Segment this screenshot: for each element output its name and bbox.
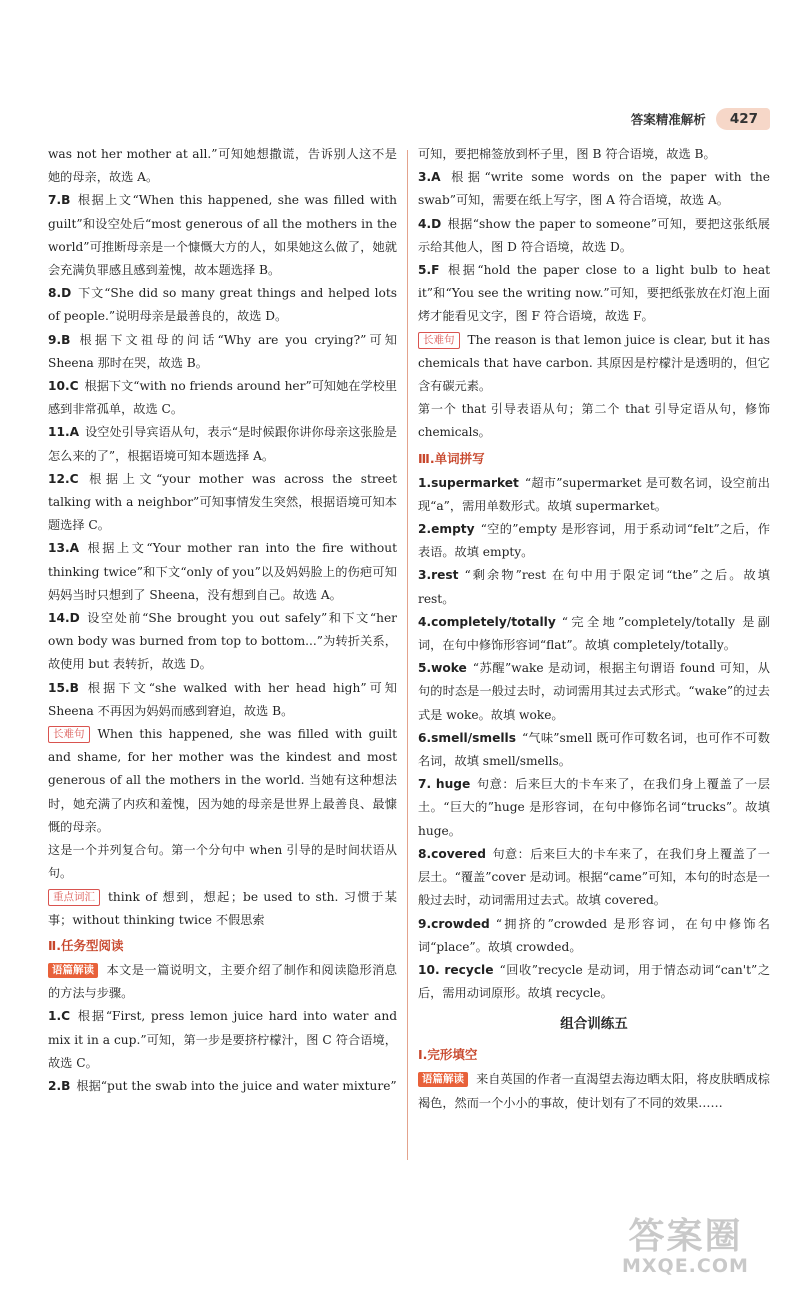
answer-explanation: 根据下文“she walked with her head high”可知 Sheena 不再因为妈妈而感到窘迫，故选 B。 [48,680,397,718]
paragraph-text: 可知，要把棉签放到杯子里，图 B 符合语境，故选 B。 [418,147,716,161]
tagged-note [48,886,397,932]
answer-item [418,959,770,1005]
answer-item [48,607,397,677]
note-text: The reason is that lemon juice is clear, but it has chemicals that have carbon. 其原因是柠檬汁是透明的，但它含有碳元素。 [418,332,770,394]
answer-number: 14.D [48,611,80,626]
answer-item [48,677,397,723]
answer-explanation: “气味”smell 既可作可数名词，也可作不可数名词，故填 smell/smells。 [418,730,770,769]
answer-explanation: 根据“First, press lemon juice hard into water and mix it in a cup.”可知，第一步是要挤柠檬汁，图 C 符合语境，故选 C。 [48,1009,397,1070]
answer-explanation: 句意：后来巨大的卡车来了，在我们身上覆盖了一层土。“巨大的”huge 是形容词，在句中修饰名词“trucks”。故填 huge。 [418,777,770,838]
answer-explanation: 句意：后来巨大的卡车来了，在我们身上覆盖了一层土。“覆盖”cover 是动词。根据“came”可知，本句的时态是一般过去时，动词需用过去式。故填 covered。 [418,846,770,908]
answer-item [48,1005,397,1075]
answer-explanation: 根据“hold the paper close to a light bulb to heat it”和“You see the writing now.”可知，要把纸张放在灯泡上面烤才能看见文字，图 F 符合语境，故选 F。 [418,263,770,324]
group-title [418,1009,770,1039]
grammar-note-text: 这是一个并列复合句。第一个分句中 when 引导的是时间状语从句。 [48,843,397,881]
answer-number: 9.B [48,332,71,347]
note-text: think of 想到，想起；be used to sth. 习惯于某事；without thinking twice 不假思索 [48,889,397,927]
tagged-note [418,329,770,399]
column-divider [407,150,408,1160]
tagged-note [48,959,397,1005]
note-text: 来自英国的作者一直渴望去海边晒太阳，将皮肤晒成棕褐色，然而一个小小的事故，使计划有了不同的效果…… [418,1072,770,1110]
answer-item [418,518,770,564]
note-text: 本文是一篇说明文，主要介绍了制作和阅读隐形消息的方法与步骤。 [48,962,397,1001]
answer-number: 4.completely/totally [418,614,556,629]
note-tag: 长难句 [48,726,90,743]
tagged-note [48,723,397,839]
answer-explanation: 根据“write some words on the paper with the swab”可知，需要在纸上写字，图 A 符合语境，故选 A。 [418,170,770,208]
answer-number: 9.crowded [418,916,490,931]
answer-item [48,282,397,328]
page-header [631,108,770,130]
answer-number: 5.F [418,263,440,278]
note-text: When this happened, she was filled with guilt and shame, for her mother was the kindest and most generous of all the mothers in the world. 当她有这种想法时，她充满了内疚和羞愧，因为她的母亲是世界上最善良、最慷慨的母亲。 [48,727,397,834]
answer-number: 15.B [48,680,79,695]
answer-number: 1.C [48,1009,71,1024]
paragraph [48,143,397,189]
answer-explanation: 设空处引导宾语从句，表示“是时候跟你讲你母亲这张脸是怎么来的了”，根据语境可知本题选择 A。 [48,425,397,463]
answer-explanation: “回收”recycle 是动词，用于情态动词“can't”之后，需用动词原形。故填 recycle。 [418,962,771,1001]
answer-number: 10. recycle [418,962,494,977]
answer-number: 3.rest [418,568,459,583]
answer-explanation: 根据下文祖母的问话“Why are you crying?”可知 Sheena 那时在哭，故选 B。 [48,332,397,370]
answer-number: 2.B [48,1078,71,1093]
answer-item [48,375,397,421]
section-heading-text: Ⅲ.单词拼写 [418,450,485,466]
answer-item [48,1075,397,1098]
answer-explanation: 设空处前“She brought you out safely”和下文“her own body was burned from top to bottom...”为转折关系，故使用 but 表转折，故选 D。 [48,611,397,672]
section-heading [418,447,770,470]
answer-item [418,913,770,959]
grammar-note-text: 第一个 that 引导表语从句；第二个 that 引导定语从句，修饰 chemicals。 [418,402,770,440]
answer-explanation: 根据下文“with no friends around her”可知她在学校里感到非常孤单，故选 C。 [48,379,398,417]
answer-explanation: “拥挤的”crowded 是形容词，在句中修饰名词“place”。故填 crowded。 [418,916,770,954]
note-tag: 语篇解读 [418,1072,468,1087]
right-column [418,143,770,1115]
answer-item [418,564,770,610]
note-tag: 语篇解读 [48,963,98,978]
answer-item [48,189,397,282]
watermark-logo: 答案圈 [628,1216,743,1257]
answer-item [418,657,770,727]
header-label: 答案精准解析 [630,112,706,127]
answer-number: 13.A [48,541,80,556]
watermark [622,1208,749,1277]
answer-explanation: 根据上文“Your mother ran into the fire without thinking twice”和下文“only of you”以及妈妈脸上的伤疤可知妈妈当时只想到了 Sheena，没有想到自己。故选 A。 [48,541,397,602]
answer-item [48,537,397,607]
answer-item [418,773,770,843]
answer-explanation: “空的”empty 是形容词，用于系动词“felt”之后，作表语。故填 empty。 [418,522,770,560]
answer-explanation: 根据“put the swab into the juice and water mixture” [76,1078,397,1093]
paragraph [418,143,770,166]
section-heading-text: Ⅰ.完形填空 [418,1047,478,1063]
left-column [48,143,397,1098]
answer-item [48,421,397,467]
section-heading [418,1043,770,1066]
answer-explanation: “剩余物”rest 在句中用于限定词“the”之后。故填 rest。 [418,568,770,606]
section-heading-text: Ⅱ.任务型阅读 [48,937,124,953]
note-tag: 长难句 [418,332,460,349]
answer-number: 3.A [418,170,441,185]
answer-item [418,472,770,518]
answer-number: 7. huge [418,777,471,792]
answer-number: 6.smell/smells [418,730,516,745]
answer-item [48,468,397,538]
tagged-note [418,1068,770,1114]
answer-number: 11.A [48,425,80,440]
answer-item [418,213,770,259]
answer-number: 1.supermarket [418,475,519,490]
answer-number: 2.empty [418,522,475,537]
watermark-site: MXQE.COM [622,1255,749,1277]
answer-number: 4.D [418,216,442,231]
answer-number: 5.woke [418,661,467,676]
answer-item [48,329,397,375]
answer-explanation: 根据上文“When this happened, she was filled with guilt”和设空处后“most generous of all the mothers in the world”可推断母亲是一个慷慨大方的人，如果她这么做了，她就会充满负罪感且感到羞愧，故本题选择 B。 [48,193,397,278]
answer-number: 8.D [48,286,72,301]
answer-explanation: 根据“show the paper to someone”可知，要把这张纸展示给其他人，图 D 符合语境，故选 D。 [418,216,770,254]
note-tag: 重点词汇 [48,889,100,906]
answer-explanation: 根据上文“your mother was across the street talking with a neighbor”可知事情发生突然，根据语境可知本题选择 C。 [48,471,397,533]
paragraph-text: was not her mother at all.”可知她想撒谎，告诉别人这不是她的母亲，故选 A。 [48,147,397,185]
page-number: 427 [716,108,770,130]
answer-explanation: “超市”supermarket 是可数名词，设空前出现“a”，需用单数形式。故填 supermarket。 [418,475,770,513]
answer-number: 7.B [48,193,71,208]
answer-item [418,727,770,773]
group-title-text: 组合训练五 [560,1016,628,1033]
answer-number: 12.C [48,471,79,486]
answer-item [418,843,770,913]
answer-item [418,166,770,212]
answer-explanation: “完全地”completely/totally 是副词，在句中修饰形容词“flat”。故填 completely/totally。 [418,614,770,653]
answer-number: 8.covered [418,846,486,861]
answer-number: 10.C [48,379,79,394]
answer-explanation: 下文“She did so many great things and helped lots of people.”说明母亲是最善良的，故选 D。 [48,286,397,324]
answer-explanation: “苏醒”wake 是动词，根据主句谓语 found 可知，从句的时态是一般过去时，动词需用其过去式形式。“wake”的过去式是 woke。故填 woke。 [418,661,770,722]
grammar-note [48,839,397,885]
answer-item [418,259,770,329]
section-heading [48,934,397,957]
grammar-note [418,398,770,444]
answer-item [418,611,770,657]
